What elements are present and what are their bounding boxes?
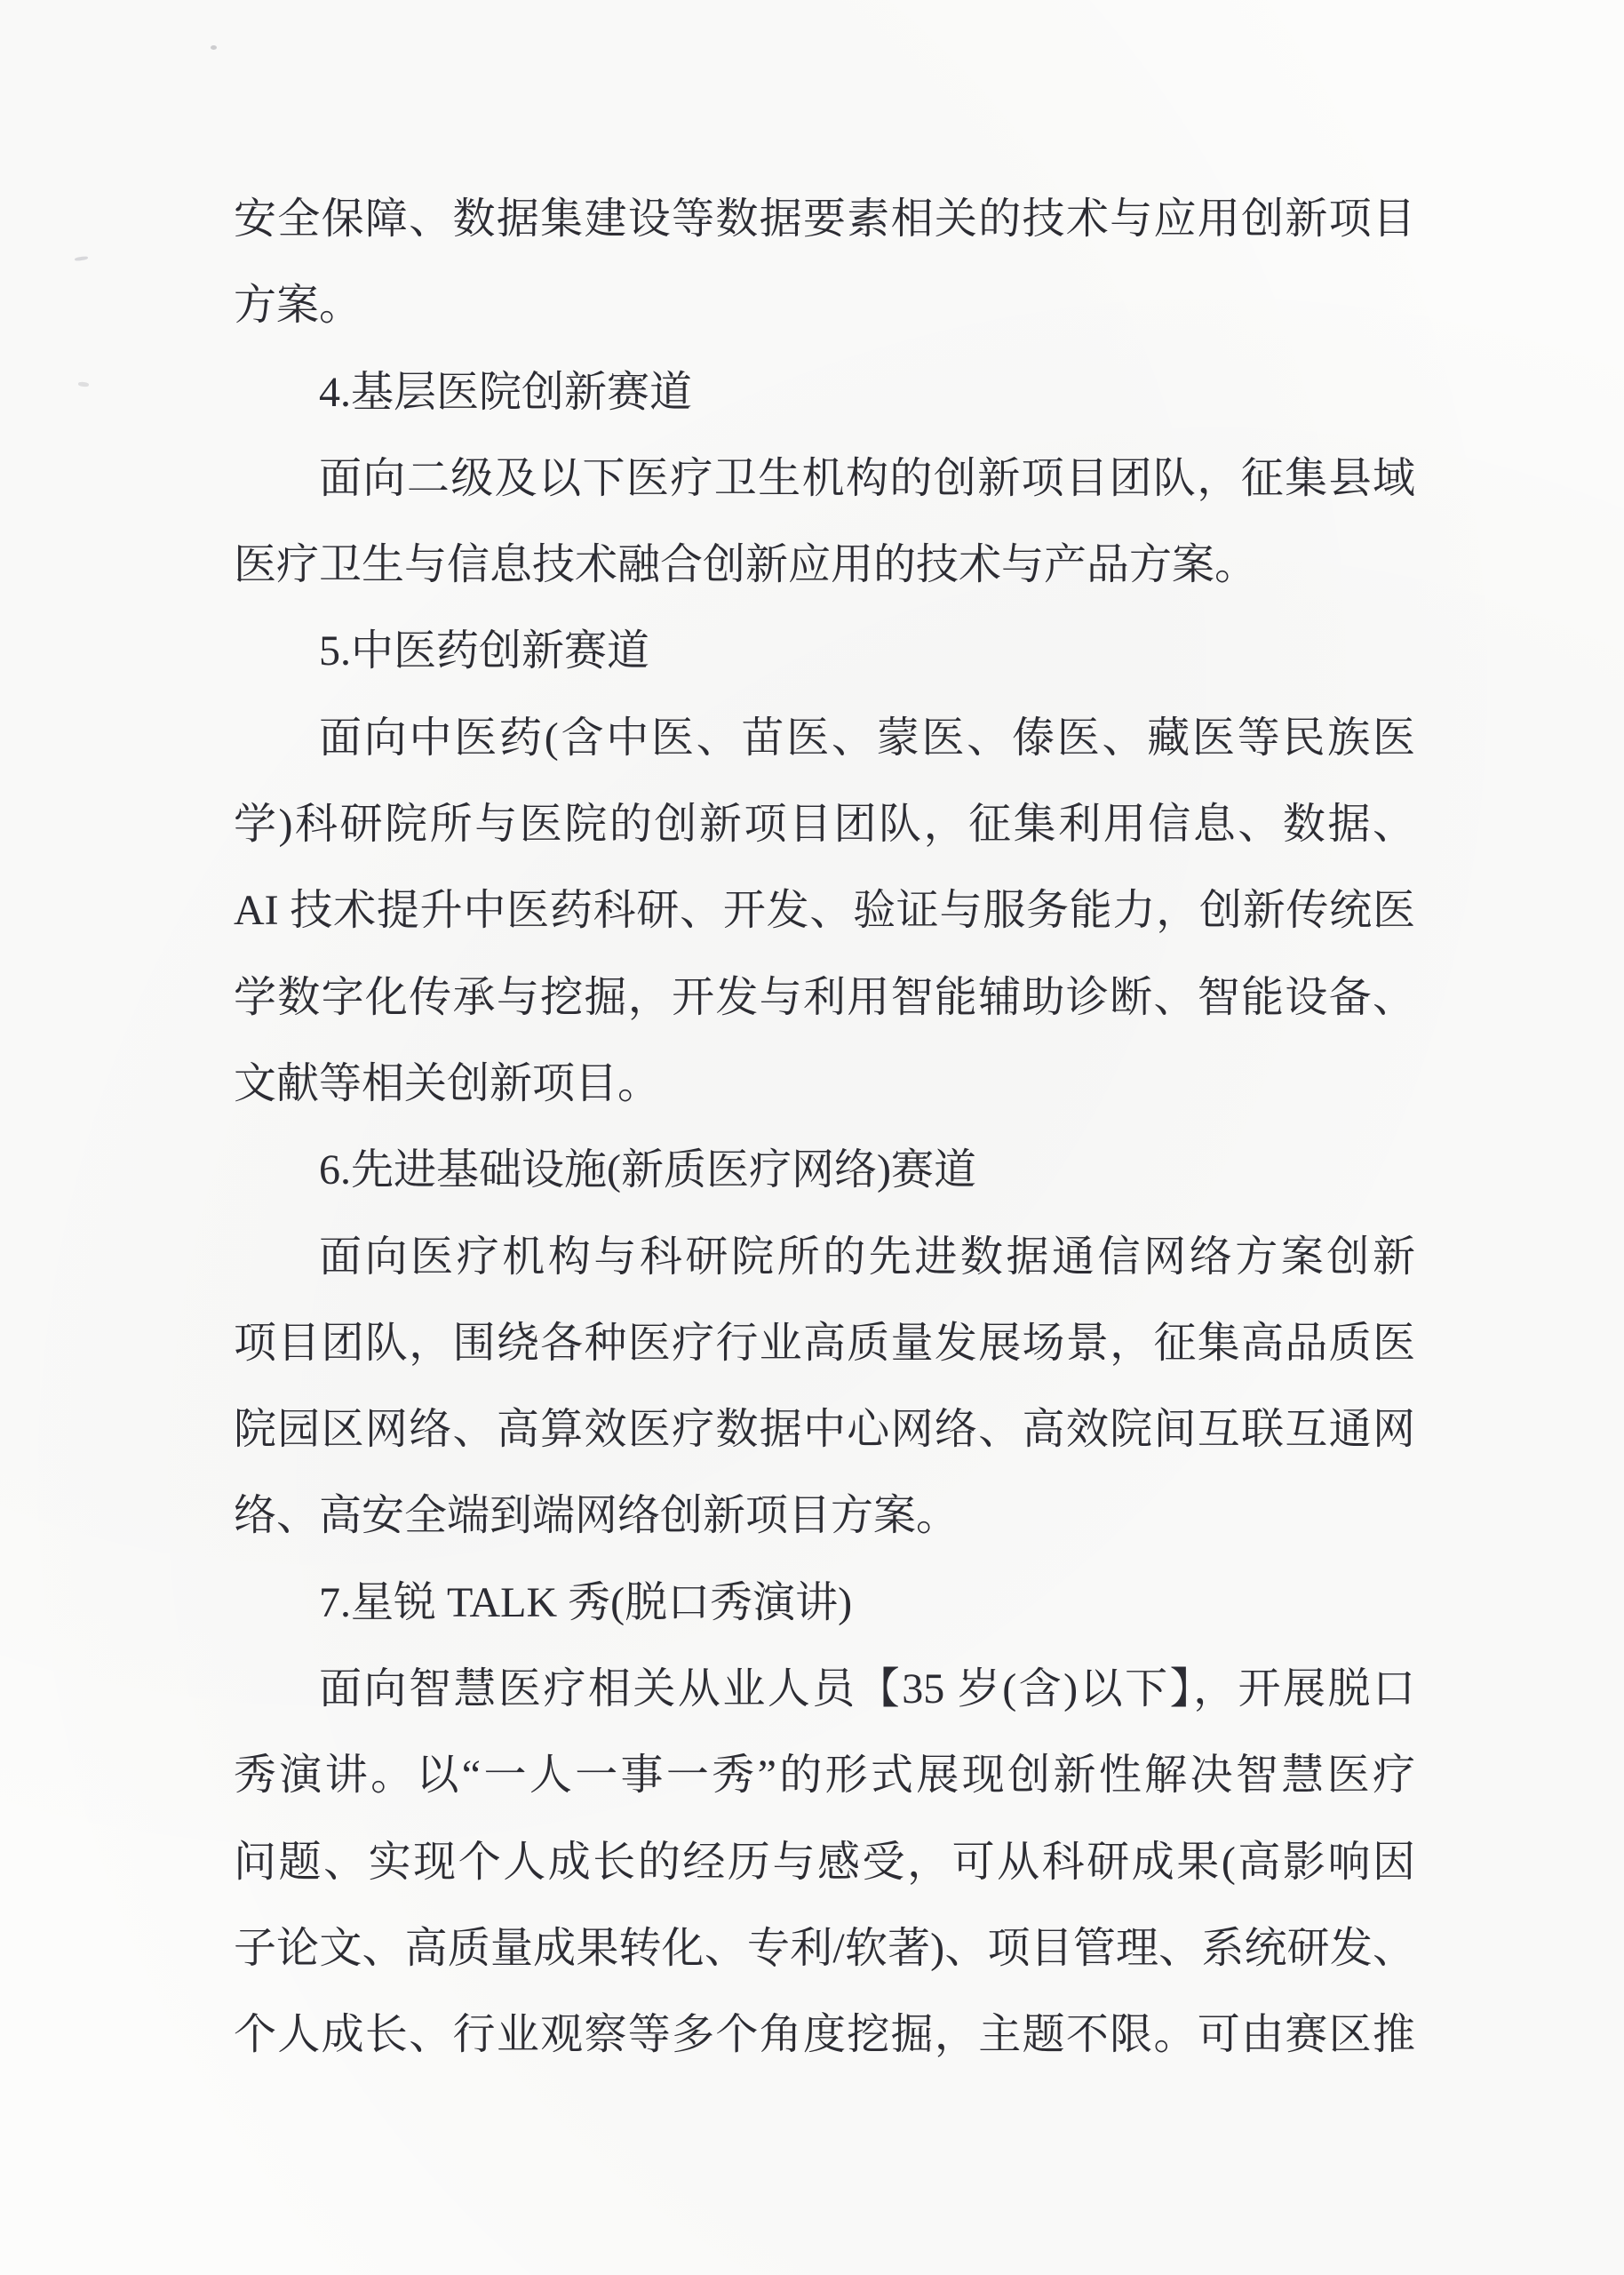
- text-line: 文献等相关创新项目。: [234, 1059, 661, 1107]
- text-line: 学)科研院所与医院的创新项目团队，征集利用信息、数据、: [234, 801, 1415, 849]
- scan-speck: [78, 381, 89, 387]
- text-line: 面向中医药(含中医、苗医、蒙医、傣医、藏医等民族医: [319, 714, 1415, 762]
- section-heading: 5.中医药创新赛道: [319, 627, 650, 675]
- scan-speck: [211, 45, 217, 50]
- text-line: 络、高安全端到端网络创新项目方案。: [234, 1492, 959, 1540]
- text-line: 院园区网络、高算效医疗数据中心网络、高效院间互联互通网: [234, 1406, 1415, 1454]
- text-line: 方案。: [234, 282, 362, 330]
- text-line: 子论文、高质量成果转化、专利/软著)、项目管理、系统研发、: [234, 1924, 1415, 1972]
- text-line: AI 技术提升中医药科研、开发、验证与服务能力，创新传统医: [234, 887, 1415, 935]
- text-line: 学数字化传承与挖掘，开发与利用智能辅助诊断、智能设备、: [234, 973, 1415, 1021]
- text-column: [234, 176, 1415, 2079]
- text-line: 面向智慧医疗相关从业人员【35 岁(含)以下】，开展脱口: [319, 1665, 1415, 1713]
- section-heading: 7.星锐 TALK 秀(脱口秀演讲): [319, 1578, 853, 1626]
- section-heading: 4.基层医院创新赛道: [319, 368, 693, 416]
- text-line: 面向二级及以下医疗卫生机构的创新项目团队，征集县域: [319, 454, 1415, 502]
- text-line: 个人成长、行业观察等多个角度挖掘，主题不限。可由赛区推: [234, 2011, 1415, 2059]
- text-line: 安全保障、数据集建设等数据要素相关的技术与应用创新项目: [234, 196, 1415, 243]
- text-line: 问题、实现个人成长的经历与感受，可从科研成果(高影响因: [234, 1838, 1415, 1886]
- section-heading: 6.先进基础设施(新质医疗网络)赛道: [319, 1146, 976, 1194]
- scan-speck: [75, 256, 88, 261]
- text-line: 医疗卫生与信息技术融合创新应用的技术与产品方案。: [234, 541, 1258, 589]
- text-line: 秀演讲。以“一人一事一秀”的形式展现创新性解决智慧医疗: [234, 1752, 1415, 1800]
- text-line: 面向医疗机构与科研院所的先进数据通信网络方案创新: [319, 1233, 1415, 1281]
- text-line: 项目团队，围绕各种医疗行业高质量发展场景，征集高品质医: [234, 1319, 1415, 1367]
